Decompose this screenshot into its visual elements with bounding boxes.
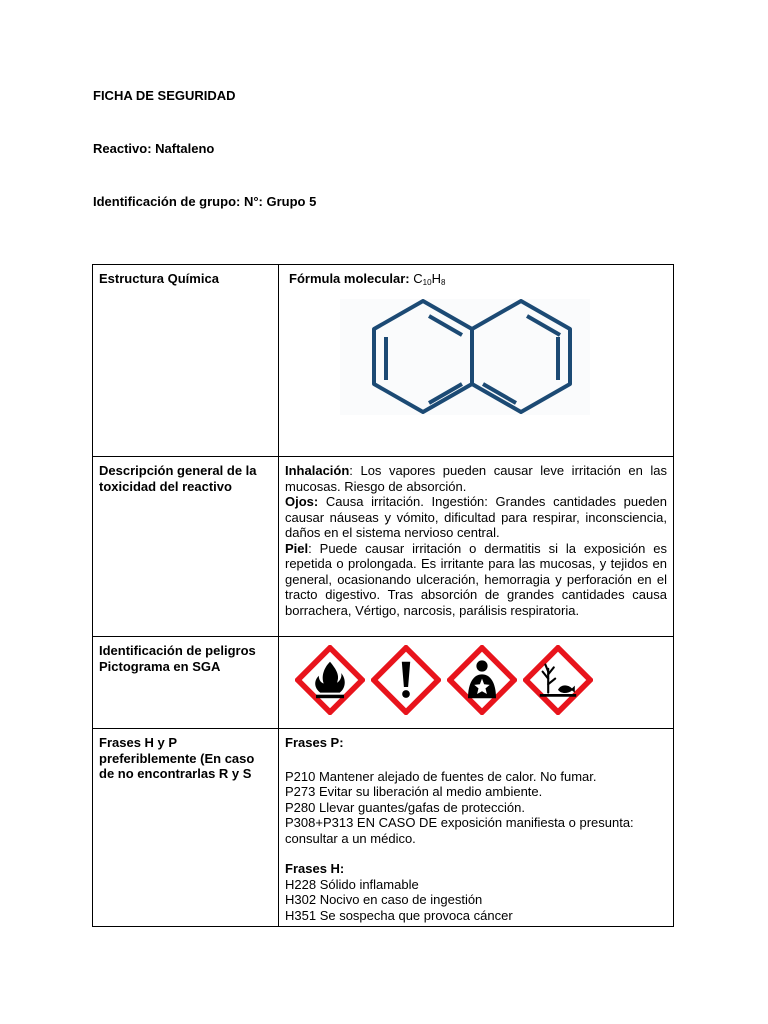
cell-pictogramas (279, 637, 674, 729)
frase-p-308: P308+P313 EN CASO DE exposición manifiesta o presunta: consultar a un médico. (285, 815, 634, 846)
safety-table (92, 264, 674, 927)
frase-p-280: P280 Llevar guantes/gafas de protección. (285, 799, 525, 815)
reactivo-line: Reactivo: Naftaleno (93, 141, 215, 156)
right-ring (472, 301, 570, 412)
ojos-paragraph: Ojos: Causa irritación. Ingestión: Grandes cantidades pueden causar náuseas y vómito, dificultad para respirar, inconsciencia, daños en el sistema nervioso central. (285, 494, 667, 540)
label-toxicidad: Descripción general de la toxicidad del reactivo (93, 457, 279, 637)
cell-frases (279, 729, 674, 927)
exclamation-pictogram-icon (371, 645, 441, 715)
flame-pictogram-icon (295, 645, 365, 715)
environment-pictogram-icon (523, 645, 593, 715)
row-estructura (93, 265, 674, 457)
document-title: FICHA DE SEGURIDAD (93, 88, 236, 103)
inhalacion-paragraph: Inhalación: Los vapores pueden causar leve irritación en las mucosas. Riesgo de absorción. (285, 463, 667, 494)
row-frases (93, 729, 674, 927)
label-estructura: Estructura Química (93, 265, 279, 457)
formula-value: $C_{10}H_8$ (413, 271, 446, 287)
frase-p-273: P273 Evitar su liberación al medio ambiente. (285, 784, 543, 799)
label-peligros: Identificación de peligros Pictograma en SGA (93, 637, 279, 729)
naphthalene-structure-image (340, 299, 590, 415)
frase-h-351: H351 Se sospecha que provoca cáncer (285, 907, 513, 923)
row-toxicidad (93, 457, 674, 637)
grupo-line: Identificación de grupo: N°: Grupo 5 (93, 194, 317, 209)
health-hazard-pictogram-icon (447, 645, 517, 715)
left-ring (374, 301, 472, 412)
frases-h-title: Frases H: (285, 861, 345, 876)
formula-line (285, 271, 667, 291)
cell-toxicidad (279, 457, 674, 637)
frases-p-title: Frases P: (285, 735, 344, 750)
frase-h-228: H228 Sólido inflamable (285, 876, 419, 892)
frase-h-302: H302 Nocivo en caso de ingestión (285, 892, 483, 907)
piel-paragraph: Piel: Puede causar irritación o dermatitis si la exposición es repetida o prolongada. Es irritante para las mucosas, y tejidos en general, ocasionando ulceración, hemorragia y perforación en el tracto digestivo. Tras absorción de grandes cantidades causa borrachera, Vértigo, narcosis, parálisis respiratoria. (285, 540, 667, 618)
formula-label: Fórmula molecular: (289, 271, 410, 286)
cell-estructura (279, 265, 674, 457)
row-peligros (93, 637, 674, 729)
label-frases: Frases H y P preferiblemente (En caso de no encontrarlas R y S (93, 729, 279, 927)
frase-p-210: P210 Mantener alejado de fuentes de calor. No fumar. (285, 768, 597, 784)
